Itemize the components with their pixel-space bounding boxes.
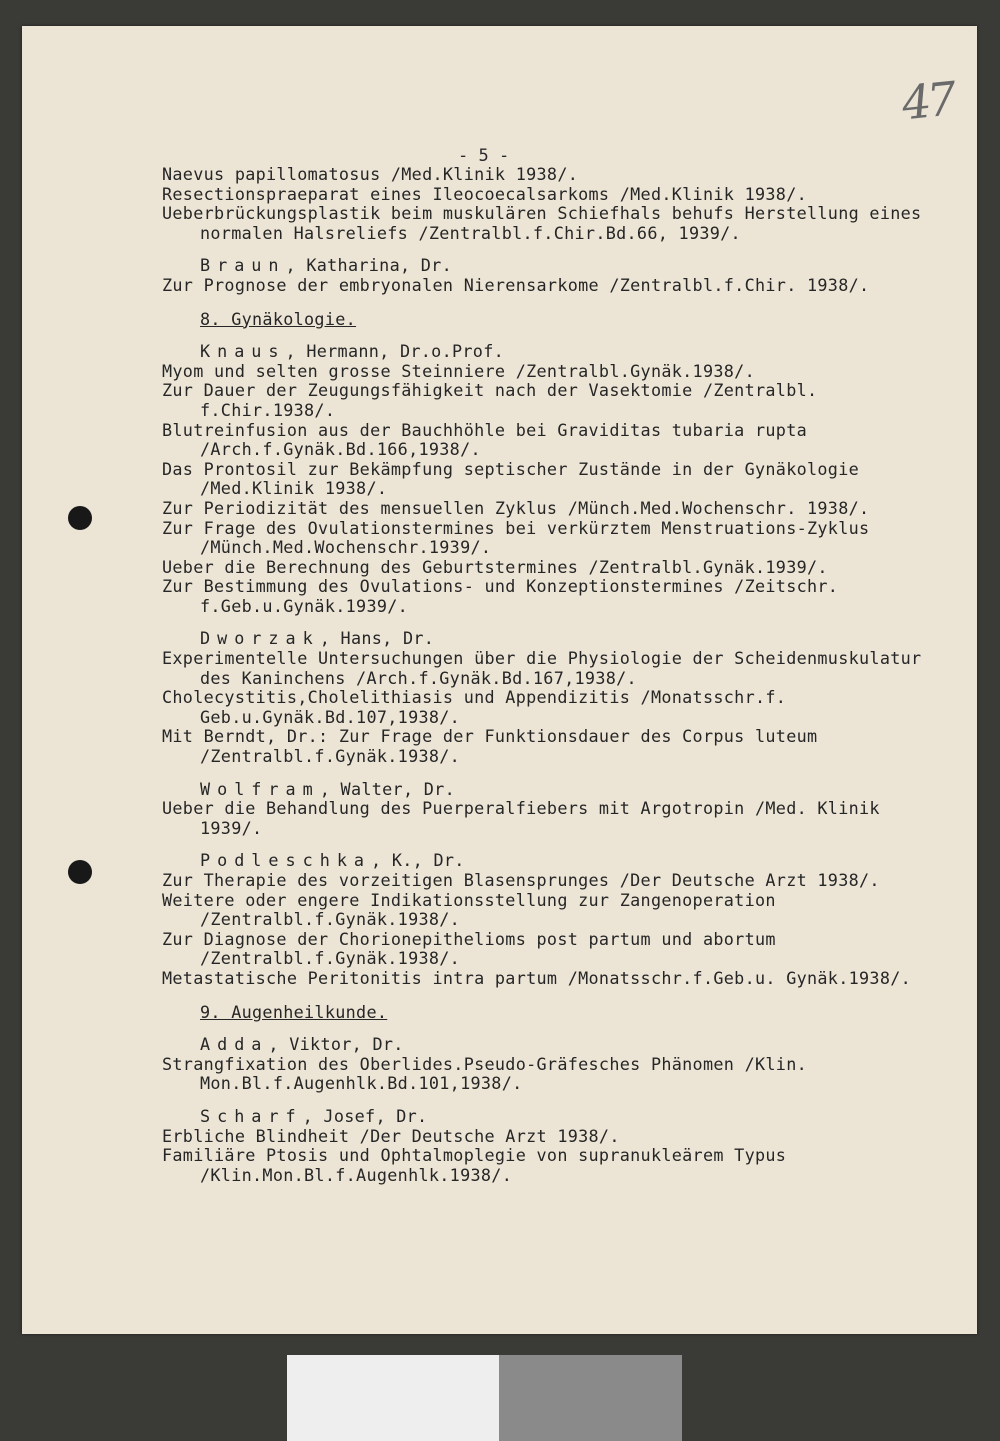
author-details: , Walter, Dr. xyxy=(319,778,455,799)
author-line xyxy=(162,780,932,800)
scan-card-gray-patch xyxy=(499,1355,682,1441)
bibliography-entry: Zur Prognose der embryonalen Nierensarkome /Zentralbl.f.Chir. 1938/. xyxy=(162,274,870,295)
author-line xyxy=(162,851,932,871)
author-name: Braun xyxy=(200,255,286,276)
bibliography-entry: Zur Periodizität des mensuellen Zyklus /Münch.Med.Wochenschr. 1938/. xyxy=(162,497,870,518)
bibliography-entry: Resectionspraeparat eines Ileocoecalsarkoms /Med.Klinik 1938/. xyxy=(162,183,807,204)
section-heading: 8. Gynäkologie. xyxy=(200,308,357,329)
author-name: Scharf xyxy=(200,1105,303,1126)
author-details: , K., Dr. xyxy=(371,850,465,871)
bibliography-entry: Strangfixation des Oberlides.Pseudo-Gräfesches Phänomen /Klin. Mon.Bl.f.Augenhlk.Bd.101,1938/. xyxy=(162,1053,818,1094)
author-name: Podleschka xyxy=(200,850,372,871)
author-details: , Hermann, Dr.o.Prof. xyxy=(285,341,504,362)
author-line xyxy=(162,1107,932,1127)
bibliography-entry: Mit Berndt, Dr.: Zur Frage der Funktionsdauer des Corpus luteum /Zentralbl.f.Gynäk.1938/. xyxy=(162,726,828,767)
bibliography-entry: Blutreinfusion aus der Bauchhöhle bei Graviditas tubaria rupta /Arch.f.Gynäk.Bd.166,1938/. xyxy=(162,419,818,460)
handwritten-page-mark: 47 xyxy=(899,71,956,131)
author-name: Knaus xyxy=(200,341,286,362)
author-details: , Katharina, Dr. xyxy=(285,255,452,276)
punch-hole-bottom xyxy=(68,860,92,884)
bibliography-entry: Myom und selten grosse Steinniere /Zentralbl.Gynäk.1938/. xyxy=(162,360,755,381)
bibliography-entry: Weitere oder engere Indikationsstellung zur Zangenoperation /Zentralbl.f.Gynäk.1938/. xyxy=(162,889,787,930)
scan-color-card xyxy=(287,1355,682,1441)
author-name: Adda xyxy=(200,1034,269,1055)
bibliography-list xyxy=(162,165,932,1185)
bibliography-entry: Zur Frage des Ovulationstermines bei verkürztem Menstruations-Zyklus /Münch.Med.Wochenschr.1939/. xyxy=(162,517,880,558)
author-line xyxy=(162,256,932,276)
bibliography-entry: Naevus papillomatosus /Med.Klinik 1938/. xyxy=(162,164,579,184)
bibliography-entry: Metastatische Peritonitis intra partum /Monatsschr.f.Geb.u. Gynäk.1938/. xyxy=(162,967,912,988)
punch-hole-top xyxy=(68,506,92,530)
section-heading: 9. Augenheilkunde. xyxy=(200,1001,388,1022)
bibliography-entry: Zur Therapie des vorzeitigen Blasensprunges /Der Deutsche Arzt 1938/. xyxy=(162,870,880,890)
author-details: , Josef, Dr. xyxy=(302,1105,428,1126)
author-line xyxy=(162,342,932,362)
author-line xyxy=(162,629,932,649)
bibliography-entry: Cholecystitis,Cholelithiasis und Appendizitis /Monatsschr.f. Geb.u.Gynäk.Bd.107,1938/. xyxy=(162,687,797,727)
bibliography-entry: Experimentelle Untersuchungen über die Physiologie der Scheidenmuskulatur des Kaninchens /Arch.f.Gynäk.Bd.167,1938/. xyxy=(162,648,932,688)
bibliography-entry: Familiäre Ptosis und Ophtalmoplegie von supranukleärem Typus /Klin.Mon.Bl.f.Augenhlk.1938/. xyxy=(162,1145,797,1185)
bibliography-entry: Ueber die Behandlung des Puerperalfiebers mit Argotropin /Med. Klinik 1939/. xyxy=(162,798,891,838)
author-details: , Hans, Dr. xyxy=(319,628,435,649)
bibliography-entry: Erbliche Blindheit /Der Deutsche Arzt 1938/. xyxy=(162,1125,620,1146)
author-name: Wolfram xyxy=(200,778,320,799)
author-details: , Viktor, Dr. xyxy=(268,1034,404,1055)
author-line xyxy=(162,1035,932,1055)
bibliography-entry: Das Prontosil zur Bekämpfung septischer Zustände in der Gynäkologie /Med.Klinik 1938/. xyxy=(162,458,870,499)
bibliography-entry: Ueber die Berechnung des Geburtstermines /Zentralbl.Gynäk.1939/. xyxy=(162,556,828,577)
scan-card-white-patch xyxy=(287,1355,499,1441)
bibliography-entry: Zur Bestimmung des Ovulations- und Konzeptionstermines /Zeitschr. f.Geb.u.Gynäk.1939/. xyxy=(162,576,849,616)
bibliography-entry: Ueberbrückungsplastik beim muskulären Schiefhals behufs Herstellung eines normalen Halsreliefs /Zentralbl.f.Chir.Bd.66, 1939/. xyxy=(162,203,932,243)
bibliography-entry: Zur Diagnose der Chorionepithelioms post partum und abortum /Zentralbl.f.Gynäk.1938/. xyxy=(162,928,787,969)
page-number: - 5 - xyxy=(458,146,510,166)
author-name: Dworzak xyxy=(200,628,320,649)
bibliography-entry: Zur Dauer der Zeugungsfähigkeit nach der Vasektomie /Zentralbl. f.Chir.1938/. xyxy=(162,380,828,420)
